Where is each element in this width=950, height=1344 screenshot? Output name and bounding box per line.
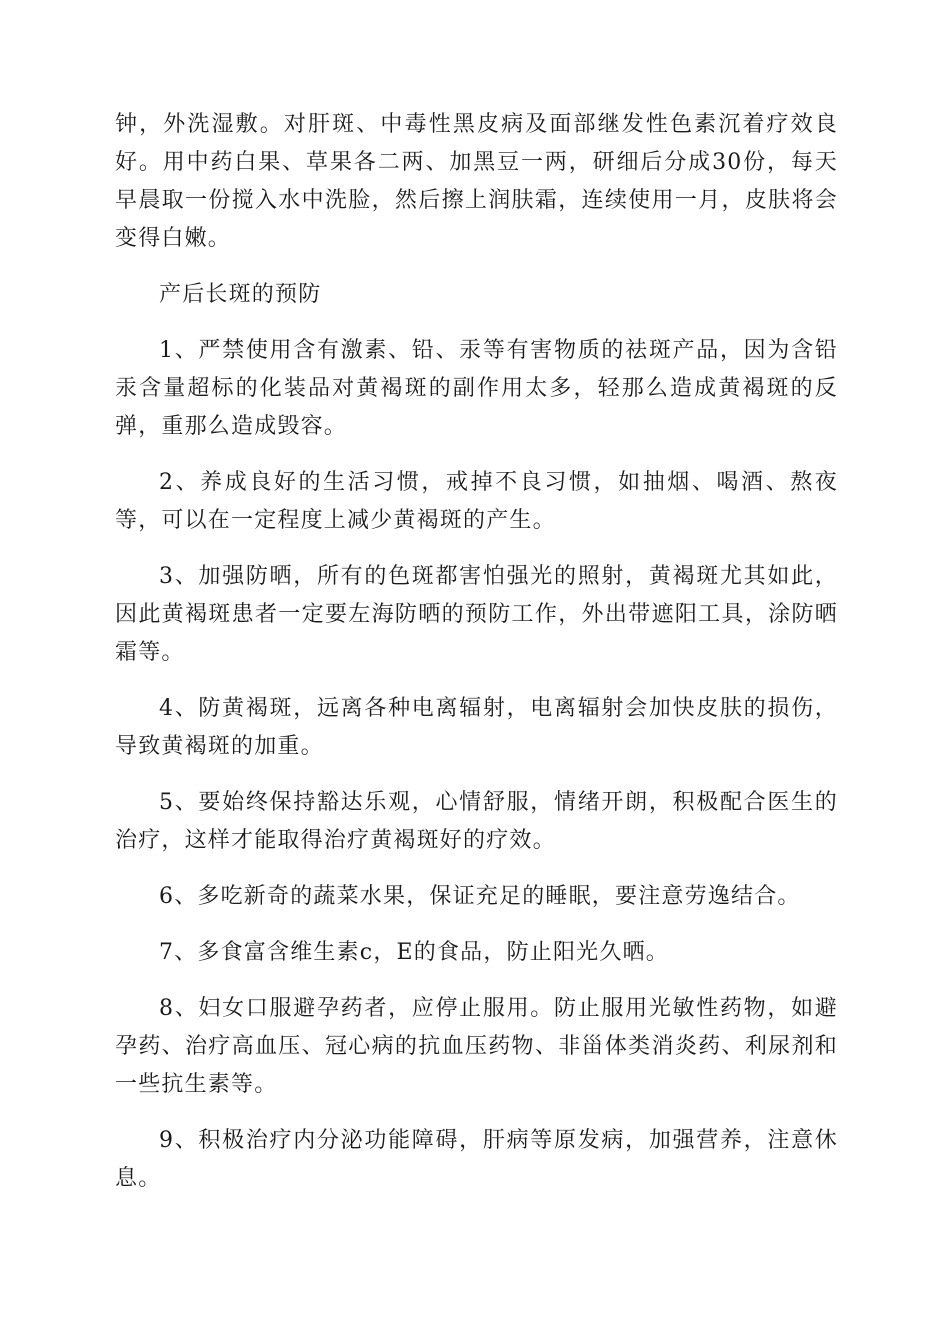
list-item-1: 1、严禁使用含有激素、铅、汞等有害物质的祛斑产品，因为含铅汞含量超标的化装品对黄褐斑的副作用太多，轻那么造成黄褐斑的反弹，重那么造成毁容。 — [115, 338, 838, 439]
list-item-4: 4、防黄褐斑，远离各种电离辐射，电离辐射会加快皮肤的损伤，导致黄褐斑的加重。 — [115, 696, 838, 759]
intro-paragraph: 钟，外洗湿敷。对肝斑、中毒性黑皮病及面部继发性色素沉着疗效良好。用中药白果、草果各二两、加黑豆一两，研细后分成30份，每天早晨取一份搅入水中洗脸，然后擦上润肤霜，连续使用一月，皮肤将会变得白嫩。 — [115, 112, 838, 251]
list-item-7: 7、多食富含维生素c，E的食品，防止阳光久晒。 — [159, 940, 669, 965]
list-item-2: 2、养成良好的生活习惯，戒掉不良习惯，如抽烟、喝酒、熬夜等，可以在一定程度上减少黄褐斑的产生。 — [115, 470, 838, 533]
list-item-8: 8、妇女口服避孕药者，应停止服用。防止服用光敏性药物，如避孕药、治疗高血压、冠心病的抗血压药物、非甾体类消炎药、利尿剂和一些抗生素等。 — [115, 996, 838, 1097]
section-heading: 产后长斑的预防 — [159, 282, 322, 307]
list-item-6: 6、多吃新奇的蔬菜水果，保证充足的睡眠，要注意劳逸结合。 — [159, 884, 801, 909]
list-item-3: 3、加强防晒，所有的色斑都害怕强光的照射，黄褐斑尤其如此，因此黄褐斑患者一定要左海防晒的预防工作，外出带遮阳工具，涂防晒霜等。 — [115, 564, 838, 665]
list-item-9: 9、积极治疗内分泌功能障碍，肝病等原发病，加强营养，注意休息。 — [115, 1128, 838, 1191]
list-item-5: 5、要始终保持豁达乐观，心情舒服，情绪开朗，积极配合医生的治疗，这样才能取得治疗黄褐斑好的疗效。 — [115, 790, 838, 853]
